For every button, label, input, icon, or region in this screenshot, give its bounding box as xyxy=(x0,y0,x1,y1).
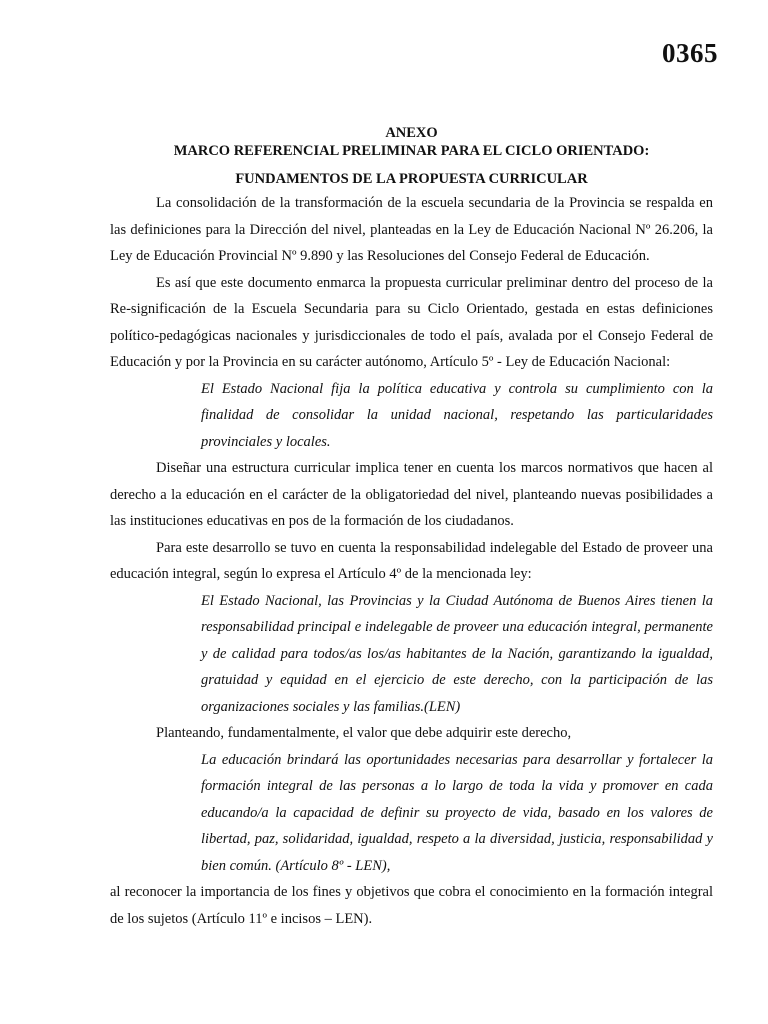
paragraph-5: Planteando, fundamentalmente, el valor que debe adquirir este derecho, xyxy=(156,725,572,741)
document-subtitle: FUNDAMENTOS DE LA PROPUESTA CURRICULAR xyxy=(235,171,588,187)
quote-2: El Estado Nacional, las Provincias y la Ciudad Autónoma de Buenos Aires tienen la responsabilidad principal e indelegable de proveer una educación integral, permanente y de calidad para todos/as los/as habitantes de la Nación, garantizando la igualdad, gratuidad y equidad en el ejercicio de este derecho, con la participación de las organizaciones sociales y las familias.(LEN) xyxy=(201,592,713,715)
paragraph-6: al reconocer la importancia de los fines y objetivos que cobra el conocimiento en la formación integral de los sujetos (Artículo 11º e incisos – LEN). xyxy=(110,884,713,927)
paragraph-3: Diseñar una estructura curricular implica tener en cuenta los marcos normativos que hacen al derecho a la educación en el carácter de la obligatoriedad del nivel, planteando nuevas posibilidades a las instituciones educativas en pos de la formación de los ciudadanos. xyxy=(110,460,713,529)
paragraph-2: Es así que este documento enmarca la propuesta curricular preliminar dentro del proceso de la Re-significación de la Escuela Secundaria para su Ciclo Orientado, gestada en estas definiciones político-pedagógicas nacionales y jurisdiccionales de todo el país, avalada por el Consejo Federal de Educación y por la Provincia en su carácter autónomo, Artículo 5º - Ley de Educación Nacional: xyxy=(110,274,713,370)
document-body xyxy=(110,124,713,932)
document-title: MARCO REFERENCIAL PRELIMINAR PARA EL CICLO ORIENTADO: xyxy=(173,143,650,159)
annex-heading: ANEXO xyxy=(385,125,438,141)
quote-1: El Estado Nacional fija la política educativa y controla su cumplimiento con la finalidad de consolidar la unidad nacional, respetando las particularidades provinciales y locales. xyxy=(201,380,713,450)
page-number: 0365 xyxy=(662,38,718,68)
quote-3: La educación brindará las oportunidades necesarias para desarrollar y fortalecer la formación integral de las personas a lo largo de toda la vida y promover en cada educando/a la capacidad de definir su proyecto de vida, basado en los valores de libertad, paz, solidaridad, igualdad, respeto a la diversidad, justicia, responsabilidad y bien común. (Artículo 8º - LEN), xyxy=(201,751,713,874)
paragraph-4: Para este desarrollo se tuvo en cuenta la responsabilidad indelegable del Estado de proveer una educación integral, según lo expresa el Artículo 4º de la mencionada ley: xyxy=(110,539,713,582)
paragraph-1: La consolidación de la transformación de la escuela secundaria de la Provincia se respalda en las definiciones para la Dirección del nivel, planteadas en la Ley de Educación Nacional Nº 26.206, la Ley de Educación Provincial Nº 9.890 y las Resoluciones del Consejo Federal de Educación. xyxy=(110,195,713,264)
